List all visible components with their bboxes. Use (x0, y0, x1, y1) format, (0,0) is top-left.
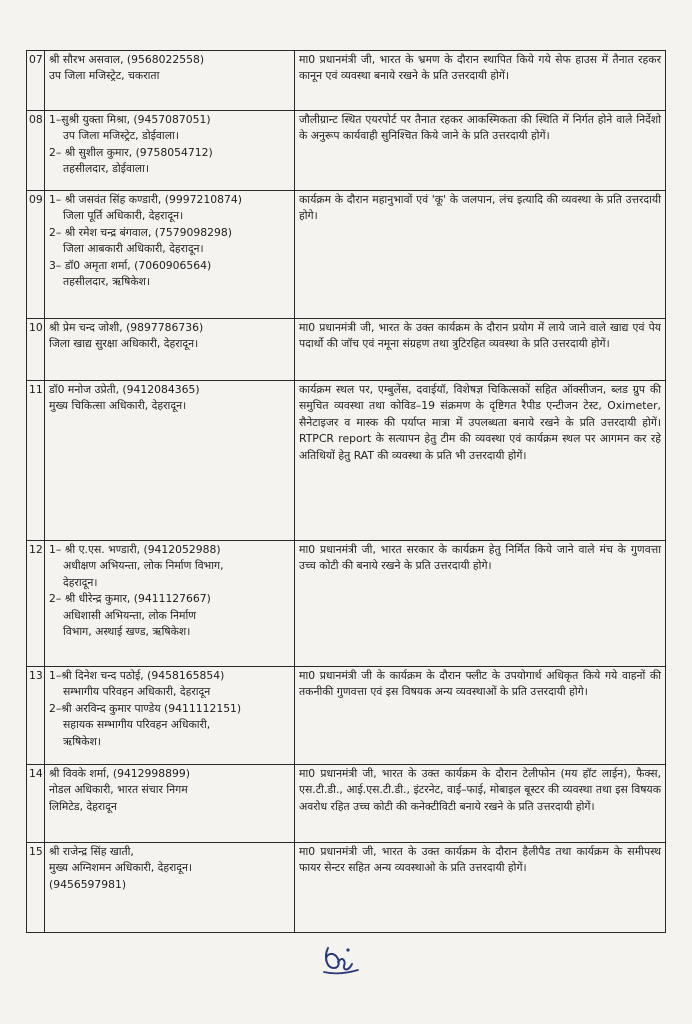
officials-cell (45, 111, 295, 191)
row-number: 10 (27, 319, 45, 381)
official-line: उप जिला मजिस्ट्रेट, डोईवाला। (63, 129, 179, 143)
responsibility-cell: मा0 प्रधानमंत्री जी के कार्यक्रम के दौरान फ्लीट के उपयोगार्थ अधिकृत किये गये वाहनों की तकनीकी गुणवत्ता एवं इस विषयक अन्य व्यवस्थाओं के प्रति उत्तरदायी होगे। (295, 667, 666, 765)
official-line: 2– श्री धीरेन्द्र कुमार, (9411127667) (49, 592, 211, 606)
officials-cell (45, 667, 295, 765)
responsibility-cell: मा0 प्रधानमंत्री जी, भारत के उक्त कार्यक्रम के दौरान हैलीपैड तथा कार्यक्रम के समीपस्थ फायर सेन्टर सहित अन्य व्यवस्थाओ के प्रति उत्तरदायी होगें। (295, 843, 666, 933)
row-number: 07 (27, 51, 45, 111)
official-line: अधीक्षण अभियन्ता, लोक निर्माण विभाग, (63, 559, 224, 573)
official-line: ऋषिकेश। (63, 734, 101, 748)
officials-cell (45, 381, 295, 541)
officials-cell (45, 843, 295, 933)
official-line: जिला आबकारी अधिकारी, देहरादून। (63, 242, 204, 256)
official-line: मुख्य चिकित्सा अधिकारी, देहरादून। (49, 399, 187, 413)
responsibility-cell: कार्यक्रम स्थल पर, एम्बुलेंस, दवाईयॉ, विशेषज्ञ चिकित्सकों सहित ऑक्सीजन, ब्लड ग्रुप की समुचित व्यवस्था तथा कोविड–19 संक्रमण के दृष्टिगत रैपीड एन्टीजन टेस्ट, Oximeter, सैनेटाइजर व मास्क की पर्याप्त मात्रा में उपलब्धता बनाये रखने के प्रति उत्तरदायी होगें। RTPCR report के सत्यापन हेतु टीम की व्यवस्था एवं कार्यक्रम स्थल पर आगमन कर रहे अतिथियों हेतु RAT की व्यवस्था के प्रति भी उत्तरदायी होगें। (295, 381, 666, 541)
officials-cell (45, 765, 295, 843)
row-number: 14 (27, 765, 45, 843)
official-line: 1–श्री दिनेश चन्द पठोई, (9458165854) (49, 669, 225, 682)
official-line: जिला खाद्य सुरक्षा अधिकारी, देहरादून। (49, 337, 199, 351)
row-number: 13 (27, 667, 45, 765)
signature-mark (318, 934, 366, 978)
table-row (27, 191, 666, 319)
row-number: 11 (27, 381, 45, 541)
table-row (27, 319, 666, 381)
responsibility-cell: मा0 प्रधानमंत्री जी, भारत के उक्त कार्यक्रम के दौरान प्रयोग में लाये जाने वाले खाद्य एवं पेय पदार्थो की जॉच एवं नमूना संग्रहण तथा त्रुटिरहित व्यवस्था के प्रति उत्तरदायी होगें। (295, 319, 666, 381)
officials-cell (45, 319, 295, 381)
official-line: श्री राजेन्द्र सिंह खाती, (49, 845, 134, 858)
official-line: जिला पूर्ति अधिकारी, देहरादून। (63, 209, 184, 223)
official-line: उप जिला मजिस्ट्रेट, चकराता (49, 69, 160, 83)
official-line: विभाग, अस्थाई खण्ड, ऋषिकेश। (63, 625, 191, 639)
official-line: तहसीलदार, डोईवाला। (63, 162, 149, 176)
table-row (27, 765, 666, 843)
table-row (27, 843, 666, 933)
officials-cell (45, 541, 295, 667)
official-line: सहायक सम्भागीय परिवहन अधिकारी, (63, 718, 211, 732)
table-row (27, 381, 666, 541)
official-line: श्री प्रेम चन्द जोशी, (9897786736) (49, 321, 204, 334)
official-line: 1– श्री जसवंत सिंह कण्डारी, (9997210874) (49, 193, 242, 206)
responsibility-cell: जौलीग्रान्ट स्थित एयरपोर्ट पर तैनात रहकर आकस्मिकता की स्थिति में निर्गत होने वाले निर्देशो के अनुरूप कार्यवाही सुनिश्चित किये जाने के प्रति उत्तरदायी होगें। (295, 111, 666, 191)
row-number: 12 (27, 541, 45, 667)
row-number: 09 (27, 191, 45, 319)
table-row (27, 51, 666, 111)
officials-cell (45, 191, 295, 319)
table-row (27, 667, 666, 765)
official-line: डॉ0 मनोज उप्रेती, (9412084365) (49, 383, 200, 396)
row-number: 15 (27, 843, 45, 933)
official-line: मुख्य अग्निशमन अधिकारी, देहरादून। (49, 861, 193, 875)
table-row (27, 111, 666, 191)
responsibility-cell: मा0 प्रधानमंत्री जी, भारत सरकार के कार्यक्रम हेतु निर्मित किये जाने वाले मंच के गुणवत्ता उच्च कोटी की बनाये रखने के प्रति उत्तरदायी होगे। (295, 541, 666, 667)
official-line: 2–श्री अरविन्द कुमार पाण्डेय (9411112151) (49, 701, 242, 715)
official-line: तहसीलदार, ऋषिकेश। (63, 275, 151, 289)
official-line: 2– श्री रमेश चन्द्र बंगवाल, (7579098298) (49, 225, 232, 239)
official-line: अधिशासी अभियन्ता, लोक निर्माण (63, 608, 197, 622)
official-line: देहरादून। (63, 575, 98, 589)
official-line: (9456597981) (49, 877, 127, 891)
official-line: 1–सुश्री युक्ता मिश्रा, (9457087051) (49, 113, 211, 126)
row-number: 08 (27, 111, 45, 191)
officials-cell (45, 51, 295, 111)
responsibility-cell: मा0 प्रधानमंत्री जी, भारत के भ्रमण के दौरान स्थापित किये गये सेफ हाउस में तैनात रहकर कानून एवं व्यवस्था बनाये रखने के प्रति उत्तरदायी होगें। (295, 51, 666, 111)
official-line: सम्भागीय परिवहन अधिकारी, देहरादून (63, 685, 211, 699)
responsibility-cell: कार्यक्रम के दौरान महानुभावों एवं 'कू' के जलपान, लंच इत्यादि की व्यवस्था के प्रति उत्तरदायी होगे। (295, 191, 666, 319)
table-row (27, 541, 666, 667)
official-line: 3– डॉ0 अमृता शर्मा, (7060906564) (49, 258, 212, 272)
official-line: श्री विवके शर्मा, (9412998899) (49, 767, 190, 780)
responsibility-cell: मा0 प्रधानमंत्री जी, भारत के उक्त कार्यक्रम के दौरान टेलीफोन (मय हॉट लाईन), फैक्स, एस.टी.डी., आई.एस.टी.डी., इंटरनेट, वाई–फाई, मोबाइल बूस्टर की व्यवस्था तथा इस विषयक अवरोध रहित उच्च कोटी की कनेक्टीविटी बनाये रखने के प्रति उत्तरदायी होगें। (295, 765, 666, 843)
official-line: 2– श्री सुशील कुमार, (9758054712) (49, 145, 213, 159)
official-line: लिमिटेड, देहरादून (49, 799, 117, 813)
official-line: श्री सौरभ असवाल, (9568022558) (49, 53, 205, 66)
official-line: 1– श्री ए.एस. भण्डारी, (9412052988) (49, 543, 221, 556)
duty-allocation-table (26, 50, 666, 933)
official-line: नोडल अधिकारी, भारत संचार निगम (49, 783, 188, 797)
